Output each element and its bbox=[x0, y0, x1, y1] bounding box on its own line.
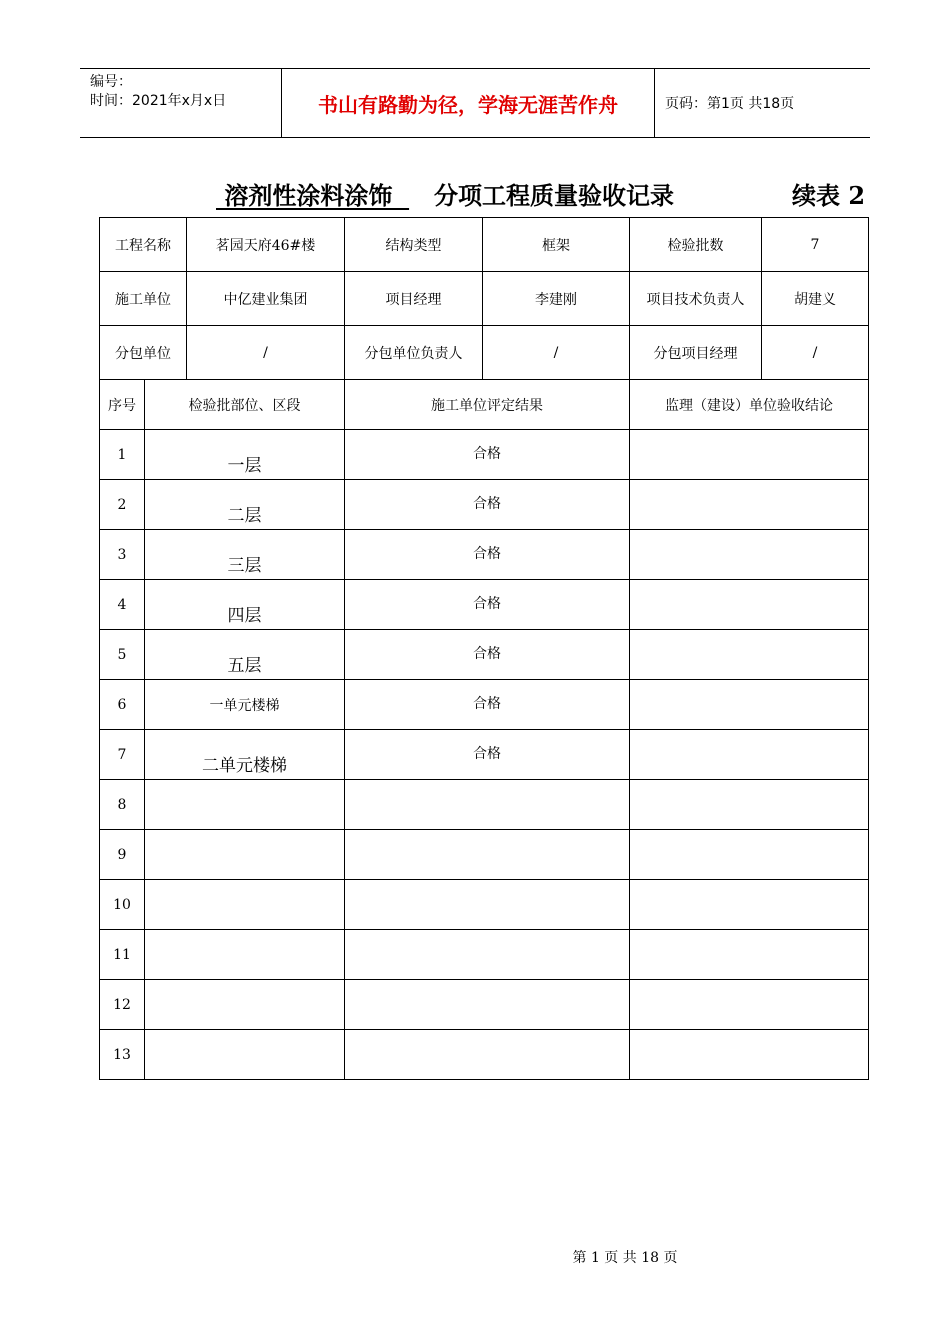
row-seq: 7 bbox=[117, 746, 127, 763]
result-header: 施工单位评定结果 bbox=[345, 380, 630, 430]
row-result-cell bbox=[345, 530, 630, 580]
row-seq: 2 bbox=[117, 496, 127, 513]
sub-lead-value: / bbox=[483, 326, 630, 380]
row-seq-cell bbox=[100, 630, 145, 680]
row-seq: 13 bbox=[113, 1046, 131, 1063]
table-row bbox=[100, 530, 869, 580]
project-manager-label: 项目经理 bbox=[345, 272, 483, 326]
table-row bbox=[100, 930, 869, 980]
row-location: 四层 bbox=[227, 606, 262, 626]
column-header-row bbox=[100, 380, 869, 430]
title-continued: 续表 2 bbox=[792, 181, 866, 210]
row-location-cell bbox=[145, 480, 345, 530]
tech-lead-label: 项目技术负责人 bbox=[630, 272, 762, 326]
row-result-cell bbox=[345, 980, 630, 1030]
row-result-cell bbox=[345, 780, 630, 830]
row-seq-cell bbox=[100, 880, 145, 930]
conclusion-header: 监理（建设）单位验收结论 bbox=[630, 380, 869, 430]
row-conclusion-cell bbox=[630, 930, 869, 980]
table-row bbox=[100, 430, 869, 480]
row-location-cell bbox=[145, 680, 345, 730]
row-location: 一层 bbox=[227, 456, 262, 476]
row-seq-cell bbox=[100, 930, 145, 980]
header-divider bbox=[654, 69, 655, 137]
seq-header: 序号 bbox=[100, 380, 145, 430]
row-location-cell bbox=[145, 430, 345, 480]
row-location-cell bbox=[145, 580, 345, 630]
row-result-cell bbox=[345, 730, 630, 780]
contractor-label: 施工单位 bbox=[100, 272, 187, 326]
table-row bbox=[100, 480, 869, 530]
header-page-info: 页码：第1页 共18页 bbox=[665, 96, 795, 112]
date-label: 时间：2021年x月x日 bbox=[90, 93, 227, 109]
row-conclusion-cell bbox=[630, 580, 869, 630]
row-seq-cell bbox=[100, 530, 145, 580]
table-row bbox=[100, 730, 869, 780]
row-location-cell bbox=[145, 830, 345, 880]
row-conclusion-cell bbox=[630, 680, 869, 730]
tech-lead-value: 胡建义 bbox=[762, 272, 869, 326]
row-seq-cell bbox=[100, 730, 145, 780]
project-name-value: 茗园天府46#楼 bbox=[187, 218, 345, 272]
row-seq-cell bbox=[100, 1030, 145, 1080]
row-result: 合格 bbox=[473, 495, 501, 512]
row-seq: 1 bbox=[117, 446, 127, 463]
row-seq-cell bbox=[100, 430, 145, 480]
row-result-cell bbox=[345, 630, 630, 680]
info-row-subcontractor bbox=[100, 326, 869, 380]
location-header: 检验批部位、区段 bbox=[145, 380, 345, 430]
table-row bbox=[100, 880, 869, 930]
row-seq: 5 bbox=[117, 646, 127, 663]
page-header bbox=[80, 68, 870, 138]
row-conclusion-cell bbox=[630, 730, 869, 780]
row-result-cell bbox=[345, 680, 630, 730]
sub-lead-label: 分包单位负责人 bbox=[345, 326, 483, 380]
sub-pm-label: 分包项目经理 bbox=[630, 326, 762, 380]
sub-pm-value: / bbox=[762, 326, 869, 380]
row-seq: 12 bbox=[113, 996, 131, 1013]
table-row bbox=[100, 1030, 869, 1080]
row-seq-cell bbox=[100, 980, 145, 1030]
row-location-cell bbox=[145, 980, 345, 1030]
table-row bbox=[100, 830, 869, 880]
table-row bbox=[100, 630, 869, 680]
info-row-contractor bbox=[100, 272, 869, 326]
row-location: 一单元楼梯 bbox=[209, 697, 280, 714]
row-conclusion-cell bbox=[630, 880, 869, 930]
subcontractor-label: 分包单位 bbox=[100, 326, 187, 380]
row-result: 合格 bbox=[473, 595, 501, 612]
row-result-cell bbox=[345, 580, 630, 630]
row-result-cell bbox=[345, 930, 630, 980]
structure-type-value: 框架 bbox=[483, 218, 630, 272]
table-row bbox=[100, 780, 869, 830]
row-seq-cell bbox=[100, 830, 145, 880]
row-seq-cell bbox=[100, 480, 145, 530]
table-row bbox=[100, 980, 869, 1030]
row-result-cell bbox=[345, 480, 630, 530]
row-seq-cell bbox=[100, 780, 145, 830]
row-seq: 9 bbox=[117, 846, 127, 863]
table-row bbox=[100, 680, 869, 730]
row-result: 合格 bbox=[473, 545, 501, 562]
header-motto: 书山有路勤为径，学海无涯苦作舟 bbox=[318, 92, 618, 117]
subcontractor-value: / bbox=[187, 326, 345, 380]
title-item-name: 溶剂性涂料涂饰 bbox=[216, 181, 410, 210]
row-location-cell bbox=[145, 730, 345, 780]
header-meta bbox=[90, 73, 226, 111]
row-result: 合格 bbox=[473, 745, 501, 762]
page-footer bbox=[0, 1247, 950, 1267]
batch-count-value: 7 bbox=[762, 218, 869, 272]
row-conclusion-cell bbox=[630, 980, 869, 1030]
row-result-cell bbox=[345, 830, 630, 880]
project-name-label: 工程名称 bbox=[100, 218, 187, 272]
row-conclusion-cell bbox=[630, 480, 869, 530]
structure-type-label: 结构类型 bbox=[345, 218, 483, 272]
title-record-name: 分项工程质量验收记录 bbox=[434, 181, 674, 210]
row-seq-cell bbox=[100, 580, 145, 630]
data-rows bbox=[100, 430, 869, 1080]
row-conclusion-cell bbox=[630, 830, 869, 880]
row-seq: 8 bbox=[117, 796, 127, 813]
row-location: 五层 bbox=[227, 656, 262, 676]
row-location: 二层 bbox=[227, 506, 262, 526]
row-location-cell bbox=[145, 530, 345, 580]
row-seq: 4 bbox=[117, 596, 127, 613]
row-result: 合格 bbox=[473, 445, 501, 462]
row-location-cell bbox=[145, 880, 345, 930]
row-seq-cell bbox=[100, 680, 145, 730]
row-conclusion-cell bbox=[630, 1030, 869, 1080]
row-location: 二单元楼梯 bbox=[202, 756, 287, 776]
row-result-cell bbox=[345, 880, 630, 930]
batch-count-label: 检验批数 bbox=[630, 218, 762, 272]
row-conclusion-cell bbox=[630, 630, 869, 680]
row-result: 合格 bbox=[473, 695, 501, 712]
row-seq: 6 bbox=[117, 696, 127, 713]
row-location: 三层 bbox=[227, 556, 262, 576]
row-seq: 11 bbox=[113, 946, 131, 963]
row-seq: 10 bbox=[113, 896, 131, 913]
row-result: 合格 bbox=[473, 645, 501, 662]
row-conclusion-cell bbox=[630, 430, 869, 480]
row-result-cell bbox=[345, 430, 630, 480]
contractor-value: 中亿建业集团 bbox=[187, 272, 345, 326]
info-row-project bbox=[100, 218, 869, 272]
row-result-cell bbox=[345, 1030, 630, 1080]
project-manager-value: 李建刚 bbox=[483, 272, 630, 326]
row-location-cell bbox=[145, 1030, 345, 1080]
footer-page-number: 第 1 页 共 18 页 bbox=[572, 1250, 678, 1266]
row-location-cell bbox=[145, 630, 345, 680]
row-conclusion-cell bbox=[630, 780, 869, 830]
row-conclusion-cell bbox=[630, 530, 869, 580]
row-location-cell bbox=[145, 930, 345, 980]
row-location-cell bbox=[145, 780, 345, 830]
serial-number-label: 编号： bbox=[90, 74, 132, 90]
row-seq: 3 bbox=[117, 546, 127, 563]
inspection-table bbox=[99, 217, 869, 1080]
table-row bbox=[100, 580, 869, 630]
